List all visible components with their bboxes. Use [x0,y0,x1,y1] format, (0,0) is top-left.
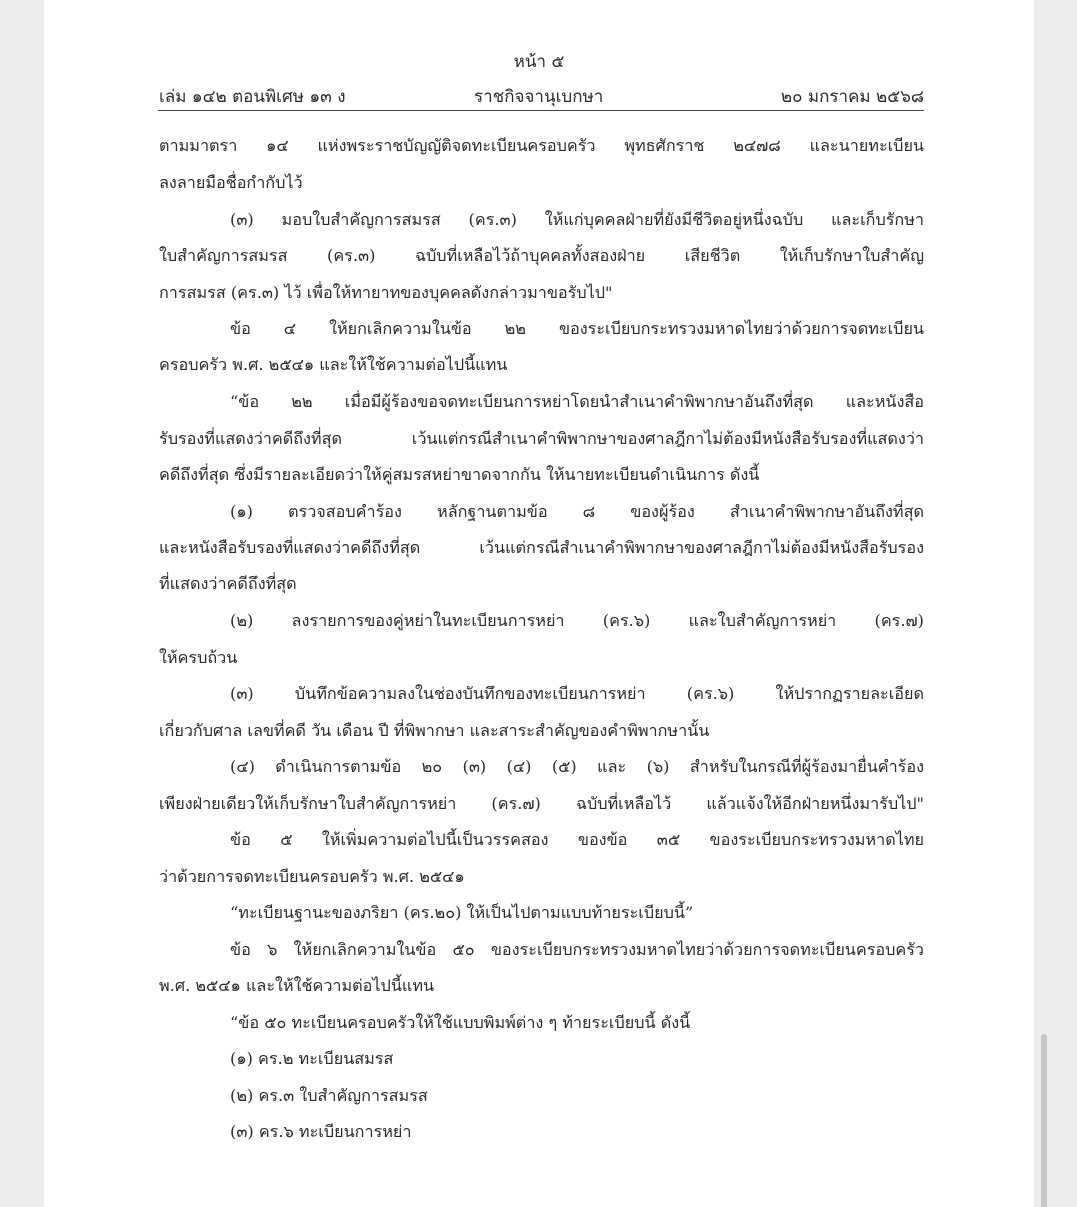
body-line: เกี่ยวกับศาล เลขที่คดี วัน เดือน ปี ที่พิพากษา และสาระสำคัญของคำพิพากษานั้น [159,721,710,740]
gazette-title: ราชกิจจานุเบกษา [474,87,604,107]
body-line: (๔) ดำเนินการตามข้อ ๒๐ (๓) (๔) (๕) และ (๖) สำหรับในกรณีที่ผู้ร้องมายื่นคำร้อง [230,757,924,776]
body-line: ข้อ ๕ ให้เพิ่มความต่อไปนี้เป็นวรรคสอง ของข้อ ๓๕ ของระเบียบกระทรวงมหาดไทย [230,830,924,849]
body-line: (๑) คร.๒ ทะเบียนสมรส [230,1049,394,1068]
page-number: หน้า ๕ [513,52,565,72]
body-line: “ทะเบียนฐานะของภริยา (คร.๒๐) ให้เป็นไปตามแบบท้ายระเบียบนี้” [230,903,694,922]
vertical-scrollbar[interactable] [1041,1034,1047,1207]
document-page [44,0,1034,1207]
body-line: (๑) ตรวจสอบคำร้อง หลักฐานตามข้อ ๘ ของผู้ร้อง สำเนาคำพิพากษาอันถึงที่สุด [230,502,924,521]
body-line: ข้อ ๔ ให้ยกเลิกความในข้อ ๒๒ ของระเบียบกระทรวงมหาดไทยว่าด้วยการจดทะเบียน [230,319,924,338]
body-line: ที่แสดงว่าคดีถึงที่สุด [159,574,297,593]
body-line: (๓) คร.๖ ทะเบียนการหย่า [230,1122,412,1141]
body-line: “ข้อ ๒๒ เมื่อมีผู้ร้องขอจดทะเบียนการหย่าโดยนำสำเนาคำพิพากษาอันถึงที่สุด และหนังสือ [230,392,924,411]
gazette-volume-issue: เล่ม ๑๔๒ ตอนพิเศษ ๑๓ ง [159,87,346,107]
body-line: ว่าด้วยการจดทะเบียนครอบครัว พ.ศ. ๒๕๔๑ [159,867,465,886]
body-line: รับรองที่แสดงว่าคดีถึงที่สุด เว้นแต่กรณีสำเนาคำพิพากษาของศาลฎีกาไม่ต้องมีหนังสือรับรองที่แสดงว่า [159,429,924,448]
gazette-date: ๒๐ มกราคม ๒๕๖๘ [780,87,924,107]
body-line: พ.ศ. ๒๕๔๑ และให้ใช้ความต่อไปนี้แทน [159,976,435,995]
body-line: “ข้อ ๕๐ ทะเบียนครอบครัวให้ใช้แบบพิมพ์ต่าง ๆ ท้ายระเบียบนี้ ดังนี้ [230,1013,691,1032]
body-line: ใบสำคัญการสมรส (คร.๓) ฉบับที่เหลือไว้ถ้าบุคคลทั้งสองฝ่าย เสียชีวิต ให้เก็บรักษาใบสำคัญ [159,246,924,265]
body-line: ครอบครัว พ.ศ. ๒๕๔๑ และให้ใช้ความต่อไปนี้แทน [159,355,508,374]
body-line: (๒) คร.๓ ใบสำคัญการสมรส [230,1086,428,1105]
body-line: ตามมาตรา ๑๔ แห่งพระราชบัญญัติจดทะเบียนครอบครัว พุทธศักราช ๒๔๗๘ และนายทะเบียน [159,136,924,155]
body-line: (๓) มอบใบสำคัญการสมรส (คร.๓) ให้แก่บุคคลฝ่ายที่ยังมีชีวิตอยู่หนึ่งฉบับ และเก็บรักษา [230,210,924,229]
body-line: และหนังสือรับรองที่แสดงว่าคดีถึงที่สุด เว้นแต่กรณีสำเนาคำพิพากษาของศาลฎีกาไม่ต้องมีหนังสือรับรอง [159,538,924,557]
body-line: การสมรส (คร.๓) ไว้ เพื่อให้ทายาทของบุคคลดังกล่าวมาขอรับไป" [159,283,613,302]
body-line: ให้ครบถ้วน [159,648,238,667]
header-divider [158,110,924,111]
body-line: (๓) บันทึกข้อความลงในช่องบันทึกของทะเบียนการหย่า (คร.๖) ให้ปรากฏรายละเอียด [230,684,924,703]
body-line: ลงลายมือชื่อกำกับไว้ [159,173,303,192]
gazette-page-content [44,0,1034,1207]
body-line: เพียงฝ่ายเดียวให้เก็บรักษาใบสำคัญการหย่า (คร.๗) ฉบับที่เหลือไว้ แล้วแจ้งให้อีกฝ่ายหนึ่งมารับไป" [159,794,924,813]
body-line: ข้อ ๖ ให้ยกเลิกความในข้อ ๕๐ ของระเบียบกระทรวงมหาดไทยว่าด้วยการจดทะเบียนครอบครัว [230,940,924,959]
body-line: คดีถึงที่สุด ซึ่งมีรายละเอียดว่าให้คู่สมรสหย่าขาดจากกัน ให้นายทะเบียนดำเนินการ ดังนี้ [159,465,760,484]
body-line: (๒) ลงรายการของคู่หย่าในทะเบียนการหย่า (คร.๖) และใบสำคัญการหย่า (คร.๗) [230,611,924,630]
